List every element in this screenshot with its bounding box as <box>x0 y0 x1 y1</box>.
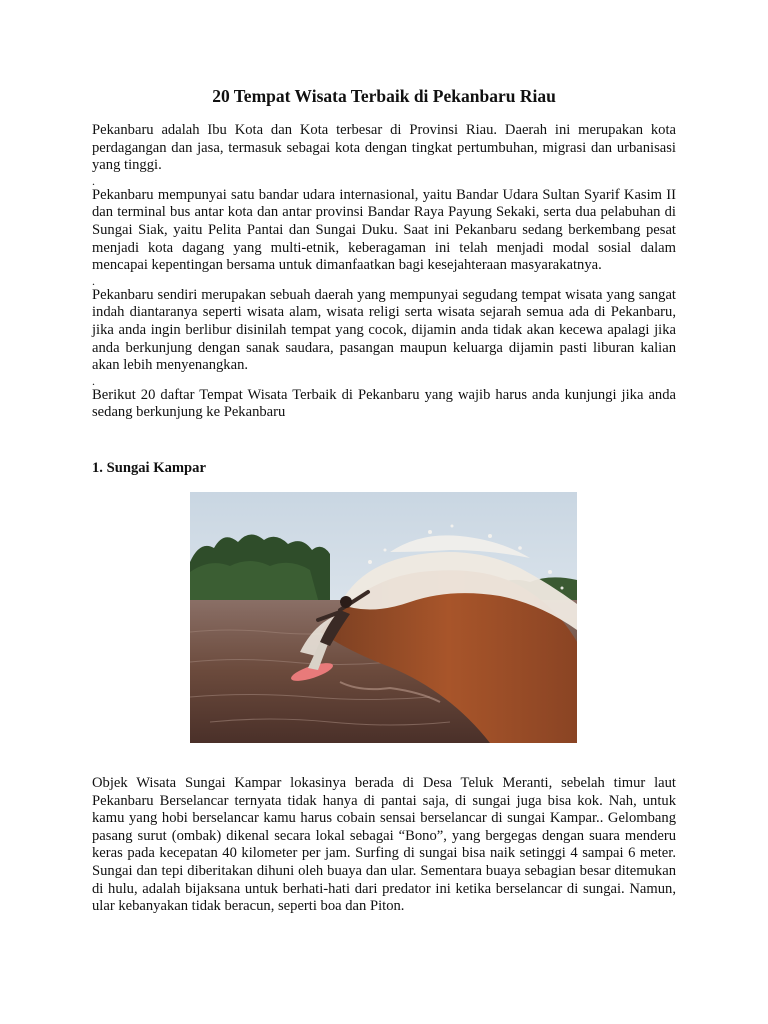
section-heading-sungai-kampar: 1. Sungai Kampar <box>92 460 206 476</box>
paragraph-separator: . <box>92 173 95 188</box>
paragraph-intro: Pekanbaru adalah Ibu Kota dan Kota terbesar di Provinsi Riau. Daerah ini merupakan kota perdagangan dan jasa, termasuk sebagai kota dengan tingkat pertumbuhan, migrasi dan urbanisasi yang tinggi. <box>92 122 676 174</box>
paragraph-separator: . <box>92 273 95 288</box>
paragraph-tourism: Pekanbaru sendiri merupakan sebuah daerah yang mempunyai segudang tempat wisata yang sangat indah diantaranya seperti wisata alam, wisata religi serta wisata sejarah semua ada di Pekanbaru, jika anda ingin berlibur disinilah tempat yang cocok, dijamin anda tidak akan kecewa apalagi jika anda berkunjung dengan sanak saudara, pasangan maupun keluarga dijamin pasti liburan kalian akan lebih menyenangkan. <box>92 286 676 374</box>
paragraph-separator: . <box>92 373 95 388</box>
paragraph-sungai-kampar: Objek Wisata Sungai Kampar lokasinya berada di Desa Teluk Meranti, sebelah timur laut Pekanbaru Berselancar ternyata tidak hanya di pantai saja, di sungai juga bisa kok. Nah, untuk kamu yang hobi berselancar kamu harus cobain sensai berselancar di sungai Kampar.. Gelombang pasang surut (ombak) dikenal secara lokal sebagai “Bono”, yang bergegas dengan suara menderu keras pada kecepatan 40 kilometer per jam. Surfing di sungai bisa naik setinggi 4 sampai 6 meter. Sungai dan tepi diberitakan dihuni oleh buaya dan ular. Sementara buaya sebagian besar ditemukan di hulu, adalah bijaksana untuk berhati-hati dari predator ini ketika berselancar di sungai. Namun, ular kebanyakan tidak beracun, seperti boa dan Piton. <box>92 775 676 915</box>
intro-text <box>92 122 676 422</box>
paragraph-list-intro: Berikut 20 daftar Tempat Wisata Terbaik di Pekanbaru yang wajib harus anda kunjungi jika anda sedang berkunjung ke Pekanbaru <box>92 386 676 421</box>
document-title: 20 Tempat Wisata Terbaik di Pekanbaru Riau <box>212 86 556 106</box>
paragraph-airport: Pekanbaru mempunyai satu bandar udara internasional, yaitu Bandar Udara Sultan Syarif Kasim II dan terminal bus antar kota dan antar provinsi Bandar Raya Payung Sekaki, serta dua pelabuhan di Sungai Siak, yaitu Pelita Pantai dan Sungai Duku. Saat ini Pekanbaru sedang berkembang pesat menjadi kota dagang yang multi-etnik, keberagaman ini telah menjadi modal sosial dalam mencapai kepentingan bersama untuk dimanfaatkan bagi kesejahteraan masyarakatnya. <box>92 186 676 274</box>
section-text-sungai-kampar <box>92 775 676 916</box>
surfing-river-photo <box>190 492 577 743</box>
